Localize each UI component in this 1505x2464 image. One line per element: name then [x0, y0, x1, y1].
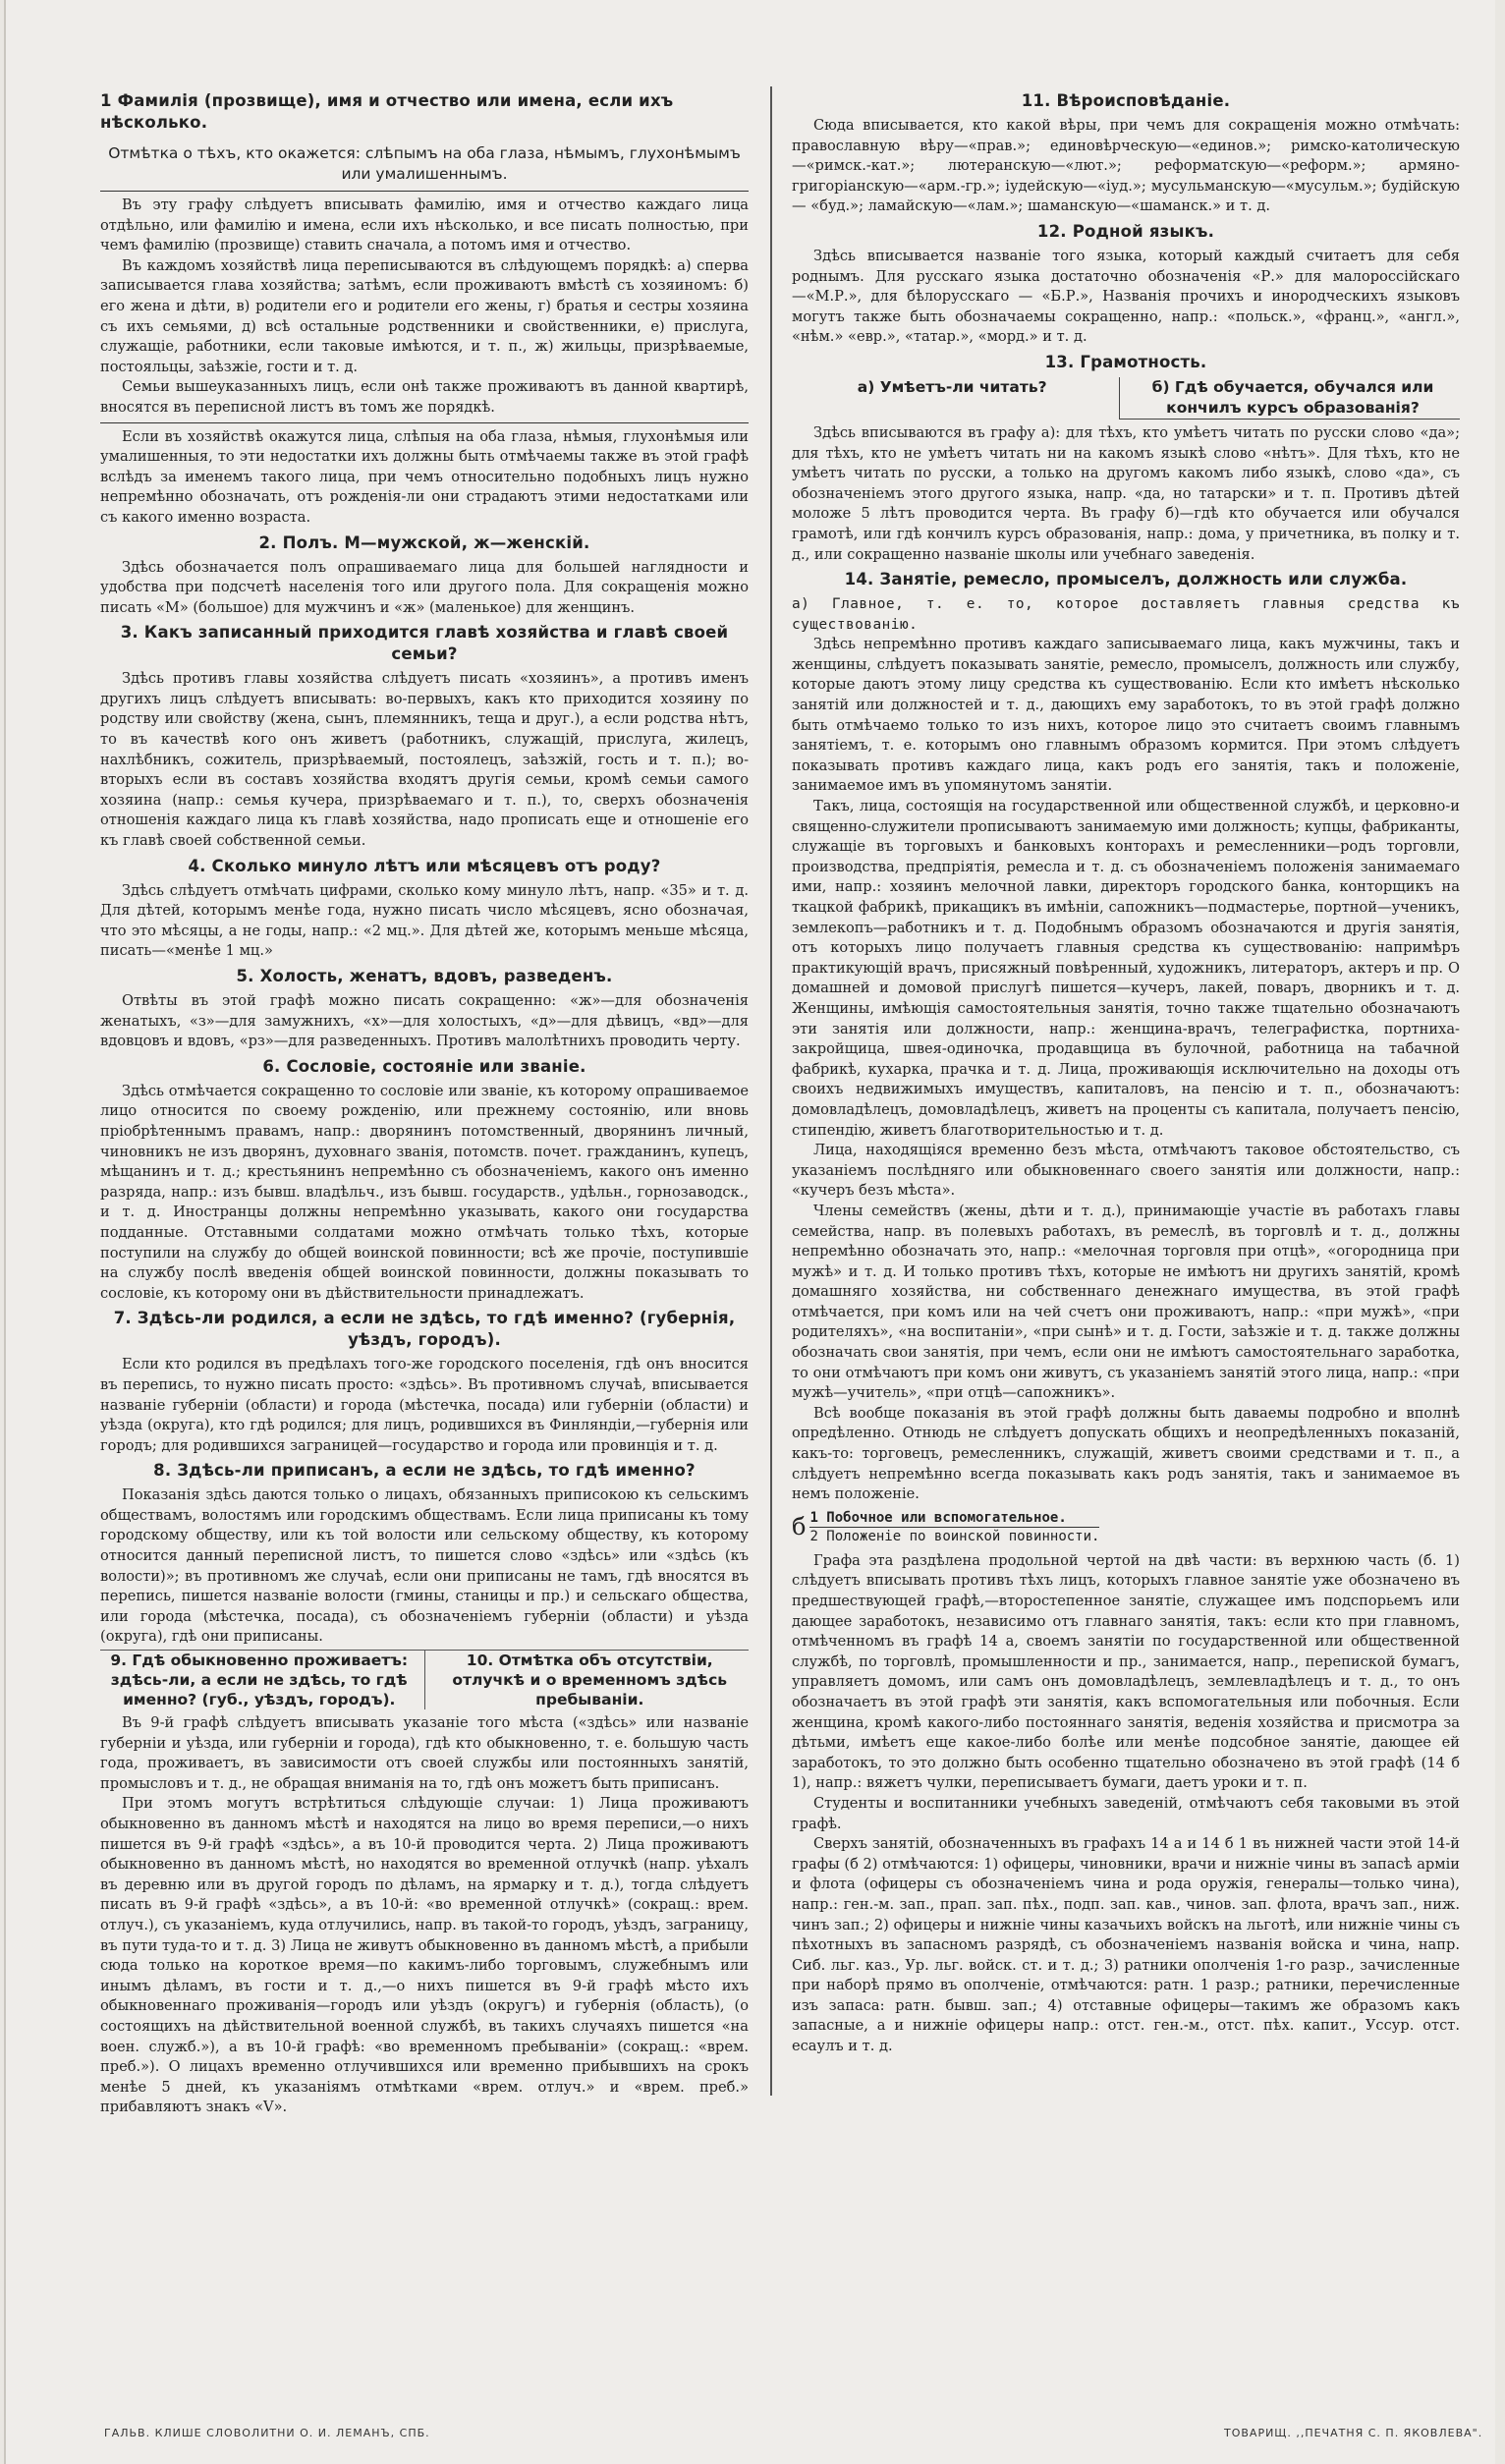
section-8-title: 8. Здѣсь-ли приписанъ, а если не здѣсь, то гдѣ именно? — [153, 1461, 696, 1481]
paragraph: При этомъ могутъ встрѣтиться слѣдующіе случаи: 1) Лица проживаютъ обыкновенно въ данномъ мѣстѣ и находятся на лицо во время переписи,—о нихъ пишется въ 9-й графѣ «здѣсь», а въ 10-й проводится черта. 2) Лица проживаютъ обыкновенно въ данномъ мѣстѣ, но находятся во временной отлучкѣ (напр. уѣхалъ въ деревню или въ другой городъ по дѣламъ, на ярмарку и т. д.), тогда слѣдуетъ писать въ 9-й графѣ «здѣсь», а въ 10-й: «во временной отлучкѣ» (сокращ.: врем. отлуч.), съ указаніемъ, куда отлучились, напр. въ такой-то городъ, уѣздъ, заграницу, въ пути туда-то и т. д. 3) Лица не живутъ обыкновенно въ данномъ мѣстѣ, а прибыли сюда только на короткое время—по какимъ-либо торговымъ, служебнымъ или инымъ дѣламъ, въ гости и т. д.,—о нихъ пишется въ 9-й графѣ мѣсто ихъ обыкновеннаго проживанія—городъ или уѣздъ (округъ) и губернія (область), (о состоящихъ на дѣйствительной военной службѣ, въ такихъ случаяхъ пишется «на воен. служб.»), а въ 10-й графѣ: «во временномъ пребываніи» (сокращ.: «врем. преб.»). О лицахъ временно отлучившихся или временно прибывшихъ на срокъ менѣе 5 дней, къ указаніямъ отмѣтками «врем. отлуч.» и «врем. преб.» прибавляютъ знакъ «V». — [100, 1795, 749, 2116]
paragraph: Графа эта раздѣлена продольной чертой на двѣ части: въ верхнюю часть (б. 1) слѣдуетъ вписывать противъ тѣхъ лицъ, которыхъ главное занятіе уже обозначено въ предшествующей графѣ,—второстепенное занятіе, служащее имъ подспорьемъ или дающее заработокъ, независимо отъ главнаго занятія, такъ: если кто при главномъ, отмѣченномъ въ графѣ 14 а, своемъ занятіи по государственной или общественной службѣ, по торговлѣ, промышленности и пр., занимается, напр., перепиской бумагъ, управляетъ домомъ, или самъ онъ домовладѣлецъ, землевладѣлецъ и т. д., то онъ обозначаетъ въ этой графѣ эти занятія, какъ вспомогательныя или побочныя. Если женщина, кромѣ какого-либо постояннаго занятія, веденія хозяйства и присмотра за дѣтьми, имѣетъ еще какое-либо болѣе или менѣе подсобное занятіе, дающее ей заработокъ, то это должно быть особенно тщательно обозначено въ этой графѣ (14 б 1), напр.: вяжетъ чулки, переписываетъ бумаги, даетъ уроки и т. п. — [792, 1551, 1460, 1792]
section-14b-letter: б — [792, 1513, 807, 1541]
section-5-title: 5. Холость, женатъ, вдовъ, разведенъ. — [236, 967, 613, 985]
section-13b-title: б) Гдѣ обучается, обучался или кончилъ курсъ образованія? — [1119, 377, 1460, 420]
paragraph: Здѣсь противъ главы хозяйства слѣдуетъ писать «хозяинъ», а противъ именъ другихъ лицъ слѣдуетъ вписывать: во-первыхъ, какъ кто приходится хозяину по родству или свойству (жена, сынъ, племянникъ, теща и друг.), а если родства нѣтъ, то въ качествѣ кого онъ живетъ (работникъ, служащій, прислуга, жилецъ, нахлѣбникъ, сожитель, призрѣваемый, постоялецъ, заѣзжій, гость и т. п.); во-вторыхъ если въ составъ хозяйства входятъ другія семьи, кромѣ семьи самого хозяина (напр.: семья кучера, призрѣваемаго и т. п.), то, сверхъ обозначенія отношенія каждаго лица къ главѣ хозяйства, надо прописать еще и отношеніе его къ главѣ своей собственной семьи. — [100, 670, 749, 850]
left-column — [100, 86, 749, 2118]
paragraph: Въ эту графу слѣдуетъ вписывать фамилію, имя и отчество каждаго лица отдѣльно, или фамилію и имена, если ихъ нѣсколько, и все писать полностью, при чемъ фамилію (прозвище) ставить сначала, а потомъ имя и отчество. — [100, 196, 749, 254]
paragraph: Въ каждомъ хозяйствѣ лица переписываются въ слѣдующемъ порядкѣ: а) сперва записывается глава хозяйства; затѣмъ, если проживаютъ вмѣстѣ съ хозяиномъ: б) его жена и дѣти, в) родители его и родители его жены, г) братья и сестры хозяина съ ихъ семьями, д) всѣ остальные родственники и свойственники, е) прислуга, служащіе, работники, если таковые имѣются, и т. п., ж) жильцы, призрѣваемые, постояльцы, заѣзжіе, гости и т. д. — [100, 256, 749, 375]
paragraph: Въ 9-й графѣ слѣдуетъ вписывать указаніе того мѣста («здѣсь» или названіе губерніи и уѣзда, или губерніи и города), гдѣ кто обыкновенно, т. е. большую часть года, проживаетъ, въ зависимости отъ своей службы или постоянныхъ занятій, промысловъ и т. д., не обращая вниманія на то, гдѣ онъ можетъ быть приписанъ. — [100, 1714, 749, 1792]
paragraph: Семьи вышеуказанныхъ лицъ, если онѣ также проживаютъ въ данной квартирѣ, вносятся въ переписной листъ въ томъ же порядкѣ. — [100, 378, 749, 416]
section-11-title: 11. Вѣроисповѣданіе. — [1021, 91, 1231, 110]
paragraph: Лица, находящіяся временно безъ мѣста, отмѣчаютъ таковое обстоятельство, съ указаніемъ послѣдняго или обыкновеннаго своего занятія или должности, напр.: «кучеръ безъ мѣста». — [792, 1142, 1460, 1200]
paragraph: Всѣ вообще показанія въ этой графѣ должны быть даваемы подробно и вполнѣ опредѣленно. Отнюдь не слѣдуетъ допускать общихъ и неопредѣленныхъ показаній, какъ-то: торговецъ, ремесленникъ, служащій, живетъ своими средствами и т. п., а слѣдуетъ непремѣнно всегда показывать какъ родъ занятія, такъ и занимаемое въ немъ положеніе. — [792, 1404, 1460, 1503]
paragraph: Студенты и воспитанники учебныхъ заведеній, отмѣчаютъ себя таковыми въ этой графѣ. — [792, 1794, 1460, 1832]
section-12-title: 12. Родной языкъ. — [1036, 221, 1215, 241]
section-13-title: 13. Грамотность. — [1044, 352, 1207, 371]
section-1-note-title: Отмѣтка о тѣхъ, кто окажется: слѣпымъ на оба глаза, нѣмымъ, глухонѣмымъ или умалишеннымъ. — [108, 144, 741, 183]
paragraph: Здѣсь отмѣчается сокращенно то сословіе или званіе, къ которому опрашиваемое лицо относится по своему рожденію, или прежнему состоянію, или вновь пріобрѣтеннымъ правамъ, напр.: дворянинъ потомственный, дворянинъ личный, чиновникъ не изъ дворянъ, духовнаго званія, потомств. почет. гражданинъ, купецъ, мѣщанинъ и т. д.; крестьянинъ непремѣнно съ обозначеніемъ, какого онъ именно разряда, напр.: изъ бывш. владѣльч., изъ бывш. государств., удѣльн., горнозаводск., и т. д. Иностранцы должны непремѣнно указывать, какого они государства подданные. Отставными солдатами можно отмѣчать только тѣхъ, которые поступили на службу до общей воинской повинности; всѣ же прочіе, поступившіе на службу послѣ введенія общей воинской повинности, должны показывать то сословіе, къ которому они въ дѣйствительности принадлежатъ. — [100, 1082, 749, 1302]
section-14b2-title: 2 Положеніе по воинской повинности. — [809, 1528, 1100, 1544]
paragraph: Отвѣты въ этой графѣ можно писать сокращенно: «ж»—для обозначенія женатыхъ, «з»—для замужнихъ, «х»—для холостыхъ, «д»—для дѣвицъ, «вд»—для вдовцовъ и вдовъ, «рз»—для разведенныхъ. Противъ малолѣтнихъ проводить черту. — [100, 992, 749, 1050]
section-7-title: 7. Здѣсь-ли родился, а если не здѣсь, то гдѣ именно? (губернія, уѣздъ, городъ). — [113, 1309, 736, 1350]
section-13a-title: а) Умѣетъ-ли читать? — [857, 377, 1047, 396]
column-divider — [770, 86, 772, 2096]
paragraph: Члены семействъ (жены, дѣти и т. д.), принимающіе участіе въ работахъ главы семейства, напр. въ полевыхъ работахъ, въ ремеслѣ, въ торговлѣ и т. д., должны непремѣнно обозначать это, напр.: «мелочная торговля при отцѣ», «огородница при мужѣ» и т. д. И только противъ тѣхъ, которые не имѣютъ ни другихъ занятій, кромѣ домашняго хозяйства, ни собственнаго денежнаго имущества, въ этой графѣ отмѣчается, при комъ или на чей счетъ они проживаютъ, напр.: «при мужѣ», «при родителяхъ», «на воспитаніи», «при сынѣ» и т. д. Гости, заѣзжіе и т. д. также должны обозначать свои занятія, при чемъ, если они не имѣютъ самостоятельнаго заработка, то они отмѣчаютъ при комъ они живутъ, съ указаніемъ занятій этого лица, напр.: «при мужѣ—учитель», «при отцѣ—сапожникъ». — [792, 1202, 1460, 1402]
printer-imprint-right: ТОВАРИЩ. ,,ПЕЧАТНЯ С. П. ЯКОВЛЕВА". — [1224, 2427, 1483, 2439]
section-1-title: 1 Фамилія (прозвище), имя и отчество или имена, если ихъ нѣсколько. — [100, 91, 674, 132]
paragraph: Показанія здѣсь даются только о лицахъ, обязанныхъ приписокою къ сельскимъ обществамъ, волостямъ или городскимъ обществамъ. Если лица приписаны къ тому городскому обществу, или къ той волости или сельскому обществу, къ которому относится данный переписной листъ, то пишется слово «здѣсь» или «здѣсь (къ волости)»; въ противномъ же случаѣ, если они приписаны не тамъ, гдѣ вносятся въ перепись, пишется названіе волости (гмины, станицы и пр.) и сельскаго общества, или города (мѣстечка, посада), съ обозначеніемъ губерніи (области) и уѣзда (округа), гдѣ они приписаны. — [100, 1486, 749, 1646]
section-14a-subtitle: а) Главное, т. е. то, которое доставляетъ главныя средства къ существованію. — [792, 596, 1460, 633]
section-14b-header — [792, 1509, 1460, 1545]
right-column — [792, 86, 1460, 2057]
paragraph: Здѣсь вписывается названіе того языка, который каждый считаетъ для себя роднымъ. Для русскаго языка достаточно обозначенія «Р.» для малороссійскаго—«М.Р.», для бѣлорусскаго — «Б.Р.», Названія прочихъ и инородческихъ языковъ могутъ также быть обозначаемы сокращенно, напр.: «польск.», «франц.», «англ.», «нѣм.» «евр.», «татар.», «морд.» и т. д. — [792, 247, 1460, 346]
section-2-title: 2. Полъ. М—мужской, ж—женскій. — [258, 532, 590, 552]
paragraph: Сверхъ занятій, обозначенныхъ въ графахъ 14 а и 14 б 1 въ нижней части этой 14-й графы (б 2) отмѣчаются: 1) офицеры, чиновники, врачи и нижніе чины въ запасѣ арміи и флота (офицеры съ обозначеніемъ чина и рода оружія, генералы—только чина), напр.: ген.-м. зап., прап. зап. пѣх., подп. зап. кав., чинов. зап. флота, врачъ зап., ниж. чинъ зап.; 2) офицеры и нижніе чины казачьихъ войскъ на льготѣ, или нижніе чины съ пѣхотныхъ въ запасномъ разрядѣ, съ обозначеніемъ названія войска и чина, напр. Сиб. льг. каз., Ур. льг. войск. ст. и т. д.; 3) ратники ополченія 1-го разр., зачисленные при наборѣ прямо въ ополченіе, отмѣчаются: ратн. 1 разр.; ратники, перечисленные изъ запаса: ратн. бывш. зап.; 4) отставные офицеры—такимъ же образомъ какъ запасные, а и нижніе офицеры напр.: отст. ген.-м., отст. пѣх. капит., Уссур. отст. есаулъ и т. д. — [792, 1835, 1460, 2055]
paragraph: Здѣсь слѣдуетъ отмѣчать цифрами, сколько кому минуло лѣтъ, напр. «35» и т. д. Для дѣтей, которымъ менѣе года, нужно писать число мѣсяцевъ, ясно обозначая, что это мѣсяцы, а не годы, напр.: «2 мц.». Для дѣтей же, которымъ меньше мѣсяца, писать—«менѣе 1 мц.» — [100, 881, 749, 960]
paragraph: Такъ, лица, состоящія на государственной или общественной службѣ, и церковно-и священно-служители прописываютъ занимаемую ими должность; купцы, фабриканты, служащіе въ торговыхъ и банковыхъ конторахъ и ремесленники—родъ торговли, производства, предпріятія, ремесла и т. д. съ обозначеніемъ положенія занимаемаго ими, напр.: хозяинъ мелочной лавки, директоръ городского банка, конторщикъ на ткацкой фабрикѣ, прикащикъ въ имѣніи, сапожникъ—подмастерье, портной—ученикъ, землекопъ—работникъ и т. д. Подобнымъ образомъ обозначаются и другія занятія, отъ которыхъ лицо получаетъ главныя средства къ существованію: напримѣръ практикующій врачъ, присяжный повѣренный, художникъ, литераторъ, актеръ и пр. О домашней и домовой прислугѣ пишется—кучеръ, лакей, поваръ, дворникъ и т. д. Женщины, имѣющія самостоятельныя занятія, точно также тщательно обозначаютъ эти занятія или должности, напр.: женщина-врачъ, телеграфистка, портниха-закройщица, швея-одиночка, продавщица въ булочной, работница на табачной фабрикѣ, кухарка, прачка и т. д. Лица, проживающія исключительно на доходы отъ своихъ недвижимыхъ имуществъ, капиталовъ, на пенсію и т. п., обозначаютъ: домовладѣлецъ, домовладѣлецъ, живетъ на проценты съ капитала, получаетъ пенсію, стипендію, живетъ благотворительностью и т. д. — [792, 798, 1460, 1139]
paragraph: Здѣсь обозначается полъ опрашиваемаго лица для большей наглядности и удобства при подсчетѣ населенія того или другого пола. Для сокращенія можно писать «М» (большое) для мужчинъ и «ж» (маленькое) для женщинъ. — [100, 558, 749, 616]
section-13-subheaders — [792, 377, 1460, 420]
section-14-title: 14. Занятіе, ремесло, промыселъ, должность или служба. — [844, 570, 1408, 589]
sections-9-10-header — [100, 1650, 749, 1709]
section-4-title: 4. Сколько минуло лѣтъ или мѣсяцевъ отъ роду? — [188, 856, 661, 875]
section-6-title: 6. Сословіе, состояніе или званіе. — [262, 1056, 586, 1076]
paragraph: Здѣсь вписываются въ графу а): для тѣхъ, кто умѣетъ читать по русски слово «да»; для тѣхъ, кто не умѣетъ читать ни на какомъ языкѣ слово «нѣтъ». Для тѣхъ, кто не умѣетъ читать по русски, а только на другомъ какомъ либо языкѣ, слово «да», съ обозначеніемъ этого другого языка, напр. «да, но татарски» и т. п. Противъ дѣтей моложе 5 лѣтъ проводится черта. Въ графу б)—гдѣ кто обучается или обучался грамотѣ, или гдѣ кончилъ курсъ образованія, напр.: дома, у причетника, въ полку и т. д., или сокращенно названіе школы или учебнаго заведенія. — [792, 423, 1460, 563]
section-9-title: 9. Гдѣ обыкновенно проживаетъ: здѣсь-ли, а если не здѣсь, то гдѣ именно? (губ., уѣздъ, городъ). — [100, 1651, 425, 1709]
paragraph: Сюда вписывается, кто какой вѣры, при чемъ для сокращенія можно отмѣчать: православную вѣру—«прав.»; единовѣрческую—«единов.»; римско-католическую—«римск.-кат.»; лютеранскую—«лют.»; реформатскую—«реформ.»; армяно-григоріанскую—«арм.-гр.»; іудейскую—«іуд.»; мусульманскую—«мусульм.»; будійскую — «буд.»; ламайскую—«лам.»; шаманскую—«шаманск.» и т. д. — [792, 117, 1460, 215]
section-14b1-title: 1 Побочное или вспомогательное. — [809, 1509, 1099, 1528]
section-3-title: 3. Какъ записанный приходится главѣ хозяйства и главѣ своей семьи? — [120, 623, 729, 664]
paragraph: Если кто родился въ предѣлахъ того-же городского поселенія, гдѣ онъ вносится въ перепись, то нужно писать просто: «здѣсь». Въ противномъ случаѣ, вписывается названіе губерніи (области) и города (мѣстечка, посада) или губерніи (области) и уѣзда (округа), кто гдѣ родился; для лицъ, родившихся въ Финляндіи,—губернія или городъ; для родившихся заграницей—государство и города или провинція и т. д. — [100, 1356, 749, 1454]
section-10-title: 10. Отмѣтка объ отсутствіи, отлучкѣ и о временномъ здѣсь пребываніи. — [452, 1652, 728, 1709]
census-instruction-sheet — [4, 0, 1495, 2464]
printer-imprint-left: ГАЛЬВ. КЛИШЕ СЛОВОЛИТНИ О. И. ЛЕМАНЪ, СПБ. — [104, 2427, 430, 2439]
paragraph: Если въ хозяйствѣ окажутся лица, слѣпыя на оба глаза, нѣмыя, глухонѣмыя или умалишенныя, то эти недостатки ихъ должны быть отмѣчаемы также въ этой графѣ вслѣдъ за именемъ такого лица, при чемъ относительно подобныхъ лицъ нужно непремѣнно обозначать, отъ рожденія-ли они страдаютъ этими недостатками или съ какого именно возраста. — [100, 427, 749, 526]
divider — [100, 422, 749, 423]
divider — [100, 191, 749, 192]
paragraph: Здѣсь непремѣнно противъ каждаго записываемаго лица, какъ мужчины, такъ и женщины, слѣдуетъ показывать занятіе, ремесло, промыселъ, должность или службу, которые даютъ этому лицу средства къ существованію. Если кто имѣетъ нѣсколько занятій или должностей и т. д., дающихъ ему заработокъ, то въ этой графѣ должно быть отмѣчаемо только то изъ нихъ, которое лицо это считаетъ своимъ главнымъ занятіемъ, т. е. которымъ оно главнымъ образомъ кормится. При этомъ слѣдуетъ показывать противъ каждаго лица, какъ родъ его занятія, такъ и положеніе, занимаемое имъ въ упомянутомъ занятіи. — [792, 636, 1460, 795]
